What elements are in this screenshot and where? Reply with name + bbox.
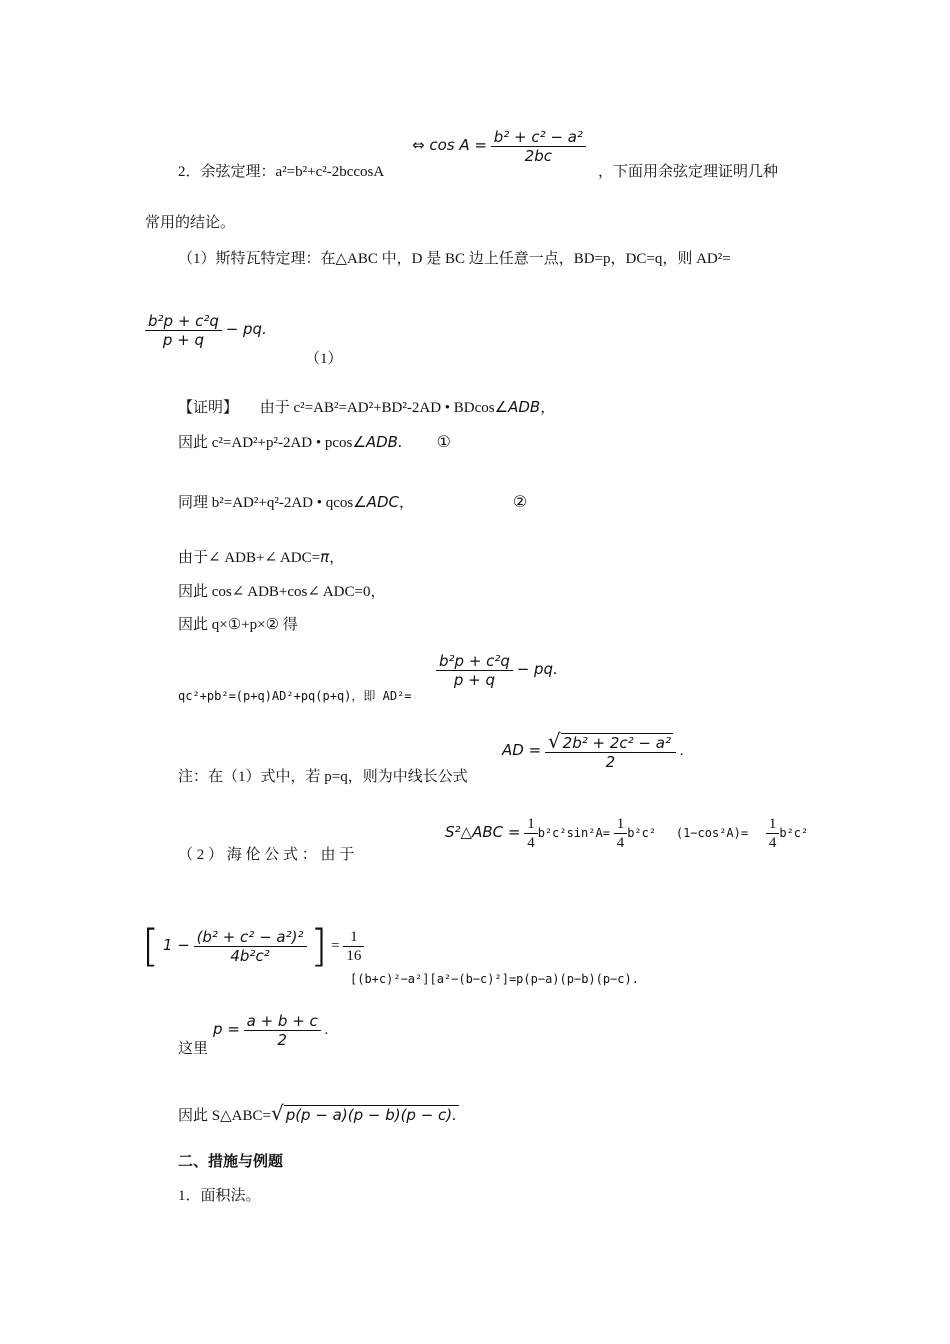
proof-line-2: 因此 c²=AD²+p²-2AD • pcos∠ADB. ① — [178, 432, 451, 451]
median-note: 注：在（1）式中，若 p=q，则为中线长公式 — [178, 769, 468, 785]
section-heading: 二、措施与例题 — [178, 1154, 284, 1170]
stewart-statement: （1）斯特瓦特定理：在△ABC 中，D 是 BC 边上任意一点，BD=p，DC=q，则 AD²= — [178, 251, 731, 267]
proof-line-6: 因此 q×①+p×② 得 — [178, 617, 298, 633]
proof-line-7-formula: $\frac{\text{b²p + c²q}}{p + q}$ − pq. — [436, 652, 558, 689]
proof-line-4: 由于∠ ADB+∠ ADC=π， — [178, 548, 345, 566]
heron-formula: S²△ABC = $\frac{1}{4}$ b²c²sin²A= $\frac{1}{4}$ b²c² (1−cos²A)= $\frac{1}{4}$ b²c² — [445, 816, 809, 851]
median-formula: AD = $\frac{\text{√ 2b² + 2c² − a²}}{2}$ . — [502, 729, 684, 771]
proof-line-1: 【证明】 由于 c²=AB²=AD²+BD²-2AD • BDcos∠ADB， — [178, 398, 556, 416]
proof-line-3: 同理 b²=AD²+q²-2AD • qcos∠ADC， ② — [178, 492, 528, 511]
heron-bracket-tail: [(b+c)²−a²][a²−(b−c)²]=p(p−a)(p−b)(p−c). — [350, 972, 639, 986]
cosine-law-statement: 2．余弦定理：a²=b²+c²-2bccosA — [178, 164, 385, 180]
item-1: 1．面积法。 — [178, 1188, 261, 1204]
proof-line-5: 因此 cos∠ ADB+cos∠ ADC=0， — [178, 584, 386, 600]
line-2: 常用的结论。 — [145, 215, 236, 231]
area-formula: 因此 S△ABC=√ p(p − a)(p − b)(p − c). — [178, 1101, 457, 1125]
cosine-law-tail: ，下面用余弦定理证明几种 — [598, 164, 779, 180]
stewart-formula: $\frac{\text{b²p + c²q}}{p + q}$ − pq. — [145, 312, 267, 349]
cosine-formula: ⇔ cos A = $\frac{\text{b² + c² − a²}}{2bc}$ — [412, 128, 586, 165]
equation-tag: （1） — [305, 351, 343, 367]
semi-perimeter-formula: p = $\frac{a + b + c}{2}$ . — [213, 1012, 329, 1049]
proof-line-7: qc²+pb²=(p+q)AD²+pq(p+q)，即 AD²= — [178, 689, 412, 703]
here-label: 这里 — [178, 1041, 209, 1057]
heron-lead: （ 2 ） 海 伦 公 式 ： 由 于 — [178, 847, 355, 863]
heron-bracket-formula: [ 1 − $\frac{\text{(b² + c² − a²)²}}{\text{4b²c²}}$ ] = $\frac{1}{16}$ — [142, 928, 364, 965]
